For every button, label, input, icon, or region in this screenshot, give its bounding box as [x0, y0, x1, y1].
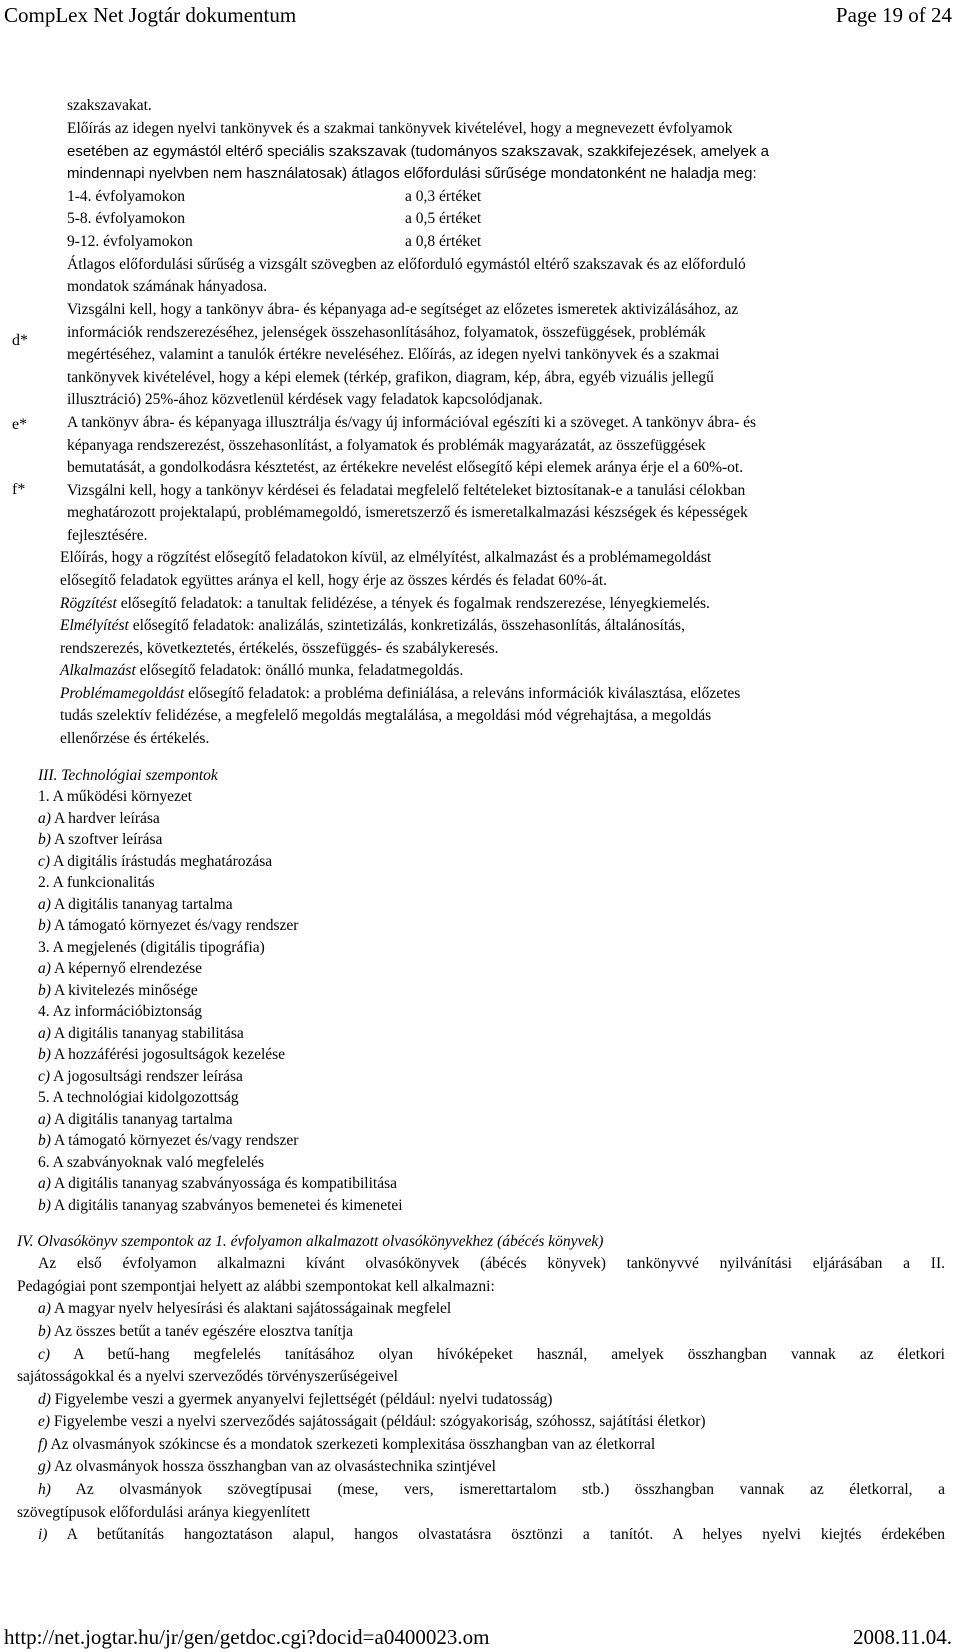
- criteria-item: [17, 1479, 945, 1501]
- list-item: [38, 958, 202, 980]
- list-item: 2. A funkcionalitás: [38, 874, 155, 891]
- item-text: Figyelembe veszi a gyermek anyanyelvi fejlettségét (például: nyelvi tudatosság): [50, 1391, 553, 1408]
- text-line: elősegítő feladatok együttes aránya el kell, hogy érje az összes kérdés és feladat 60%-át.: [60, 572, 608, 589]
- grade-row: [67, 231, 667, 253]
- criteria-item: [38, 1411, 706, 1433]
- page-footer: [0, 1624, 960, 1650]
- item-tag: d): [38, 1391, 51, 1408]
- item-tag: b): [38, 1323, 51, 1340]
- text-line: mindennapi nyelvben nem használatosak) átlagos előfordulási sűrűsége mondatonként ne haladja meg:: [67, 165, 757, 182]
- list-item: [38, 915, 298, 937]
- grade-label: 1-4. évfolyamokon: [67, 188, 185, 205]
- grade-value: a 0,8 értéket: [405, 233, 482, 250]
- item-text: A kivitelezés minősége: [50, 982, 198, 999]
- page-header: [0, 2, 960, 28]
- section-title: IV. Olvasókönyv szempontok az 1. évfolyamon alkalmazott olvasókönyvekhez (ábécés könyvek): [17, 1233, 604, 1250]
- item-tag: g): [38, 1458, 51, 1475]
- item-text: Az olvasmányok hossza összhangban van az olvasástechnika szintjével: [50, 1458, 496, 1475]
- item-text: A magyar nyelv helyesírási és alaktani sajátosságainak megfelel: [50, 1300, 452, 1317]
- list-item: 6. A szabványoknak való megfelelés: [38, 1154, 264, 1171]
- definition-line: [60, 615, 685, 637]
- text-line: mondatok számának hányadosa.: [67, 278, 268, 295]
- item-text: A betűtanítás hangoztatáson alapul, hangos olvastatásra ösztönzi a tanítót. A helyes nyelvi kiejtés érdekében: [47, 1526, 945, 1543]
- definition-line: [60, 660, 463, 682]
- item-text: A digitális tananyag szabványossága és kompatibilitása: [50, 1175, 398, 1192]
- criteria-item: [38, 1456, 496, 1478]
- text-line: A tankönyv ábra- és képanyaga illusztrálja és/vagy új információval egészíti ki a szöveget. A tankönyv ábra- és: [67, 414, 757, 431]
- document-title: CompLex Net Jogtár dokumentum: [4, 3, 297, 27]
- text-line: képanyaga rendszerezést, összehasonlítást, a folyamatok és problémák magyarázatát, az összefüggések: [67, 437, 706, 454]
- item-text: Az összes betűt a tanév egészére elosztva tanítja: [50, 1323, 354, 1340]
- list-item: [38, 1023, 244, 1045]
- item-text: A digitális írástudás meghatározása: [50, 853, 273, 870]
- list-item: [38, 1044, 285, 1066]
- marker-d: d*: [12, 332, 28, 349]
- text-line: ellenőrzése és értékelés.: [60, 730, 210, 747]
- item-tag: b): [38, 1046, 51, 1063]
- list-item: [38, 980, 198, 1002]
- criteria-item: [38, 1321, 353, 1343]
- item-tag: i): [38, 1526, 48, 1543]
- list-item: [38, 1066, 243, 1088]
- grade-value: a 0,3 értéket: [405, 188, 482, 205]
- list-item: [38, 1173, 397, 1195]
- criteria-item: [38, 1434, 655, 1456]
- item-text: A digitális tananyag tartalma: [50, 1111, 233, 1128]
- item-tag: a): [38, 1025, 51, 1042]
- text-line: sajátosságokkal és a nyelvi szerveződés törvényszerűségeivel: [17, 1368, 398, 1385]
- item-tag: a): [38, 1111, 51, 1128]
- item-text: A hardver leírása: [50, 810, 160, 827]
- criteria-item: [17, 1524, 945, 1546]
- definition: elősegítő feladatok: analizálás, szintetizálás, konkretizálás, összehasonlítás, általánosítás,: [128, 617, 685, 634]
- definition-line: [60, 593, 710, 615]
- term: Rögzítést: [60, 595, 117, 612]
- item-text: Az olvasmányok szövegtípusai (mese, vers, ismerettartalom stb.) összhangban vannak az életkorral, a: [50, 1481, 945, 1498]
- item-text: A jogosultsági rendszer leírása: [50, 1068, 243, 1085]
- text-line: tudás szelektív felidézése, a megfelelő megoldás megtalálása, a megoldási mód végrehajtása, a megoldás: [60, 707, 712, 724]
- list-item: 3. A megjelenés (digitális tipográfia): [38, 939, 265, 956]
- item-tag: b): [38, 831, 51, 848]
- text-line: tankönyvek kivételével, hogy a képi elemek (térkép, grafikon, diagram, kép, ábra, egyéb vizuális jellegű: [67, 369, 714, 386]
- item-text: A szoftver leírása: [50, 831, 163, 848]
- item-tag: h): [38, 1481, 51, 1498]
- text-line: információk rendszerezéséhez, jelenségek összehasonlításához, folyamatok, összefüggések, problémák: [67, 324, 706, 341]
- list-item: [38, 1130, 298, 1152]
- item-tag: b): [38, 1197, 51, 1214]
- item-text: Az olvasmányok szókincse és a mondatok szerkezeti komplexitása összhangban van az életkorral: [47, 1436, 656, 1453]
- definition-line: [60, 683, 740, 705]
- item-tag: e): [38, 1413, 51, 1430]
- item-tag: c): [38, 1068, 51, 1085]
- item-text: A képernyő elrendezése: [50, 960, 202, 977]
- definition: elősegítő feladatok: a tanultak felidézése, a tények és fogalmak rendszerezése, lényegkiemelés.: [116, 595, 710, 612]
- item-text: A betű-hang megfelelés tanításához olyan hívóképeket használ, amelyek összhangban vannak az életkori: [50, 1346, 945, 1363]
- term: Elmélyítést: [60, 617, 129, 634]
- text-line: Pedagógiai pont szempontjai helyett az alábbi szempontokat kell alkalmazni:: [17, 1278, 495, 1295]
- page-number: Page 19 of 24: [835, 3, 952, 27]
- text-line: megértéséhez, valamint a tanulók értékre neveléséhez. Előírás, az idegen nyelvi tankönyvek és a szakmai: [67, 346, 720, 363]
- list-item: [38, 894, 233, 916]
- item-tag: b): [38, 917, 51, 934]
- text-line: fejlesztésére.: [67, 527, 148, 544]
- list-item: 1. A működési környezet: [38, 788, 193, 805]
- item-text: A támogató környezet és/vagy rendszer: [50, 1132, 299, 1149]
- item-tag: a): [38, 896, 51, 913]
- definition: elősegítő feladatok: a probléma definiálása, a releváns információk kiválasztása, előzetes: [184, 685, 741, 702]
- print-date: 2008.11.04.: [853, 1625, 952, 1649]
- text-line: Vizsgálni kell, hogy a tankönyv ábra- és képanyaga ad-e segítséget az előzetes ismeretek aktivizálásához, az: [67, 301, 739, 318]
- text-line: Vizsgálni kell, hogy a tankönyv kérdései és feladatai megfelelő feltételeket biztosítanak-e a tanulási célokban: [67, 482, 746, 499]
- item-tag: c): [38, 1346, 51, 1363]
- list-item: [38, 851, 272, 873]
- grade-row: [67, 208, 667, 230]
- grade-value: a 0,5 értéket: [405, 210, 482, 227]
- marker-e: e*: [12, 416, 28, 433]
- definition: elősegítő feladatok: önálló munka, feladatmegoldás.: [135, 662, 464, 679]
- grade-label: 9-12. évfolyamokon: [67, 233, 193, 250]
- item-text: A digitális tananyag szabványos bemenetei és kimenetei: [50, 1197, 403, 1214]
- item-text: Figyelembe veszi a nyelvi szerveződés sajátosságait (például: szógyakoriság, szóhossz, sajátítási életkor): [50, 1413, 706, 1430]
- term: Alkalmazást: [60, 662, 136, 679]
- item-text: A digitális tananyag tartalma: [50, 896, 233, 913]
- term: Problémamegoldást: [60, 685, 185, 702]
- list-item: [38, 829, 162, 851]
- text-line: szakszavakat.: [67, 97, 152, 114]
- grade-row: [67, 186, 667, 208]
- item-tag: a): [38, 810, 51, 827]
- text-line: bemutatását, a gondolkodásra késztetést, az értékekre nevelést elősegítő képi elemek aránya érje el a 60%-ot.: [67, 459, 744, 476]
- item-tag: f): [38, 1436, 48, 1453]
- text-line: Előírás az idegen nyelvi tankönyvek és a szakmai tankönyvek kivételével, hogy a megnevezett évfolyamok: [67, 120, 733, 137]
- text-line: illusztráció) 25%-ához közvetlenül kérdések vagy feladatok kapcsolódjanak.: [67, 391, 543, 408]
- text-line: Előírás, hogy a rögzítést elősegítő feladatokon kívül, az elmélyítést, alkalmazást és a problémamegoldást: [60, 549, 712, 566]
- item-tag: a): [38, 1175, 51, 1192]
- text-line: rendszerezés, következtetés, értékelés, összefüggés- és szabálykeresés.: [60, 640, 499, 657]
- text-line: szövegtípusok előfordulási aránya kiegyenlített: [17, 1504, 311, 1521]
- list-item: 5. A technológiai kidolgozottság: [38, 1089, 239, 1106]
- text-line: meghatározott projektalapú, problémamegoldó, ismeretszerző és ismeretalkalmazási készségek és képességek: [67, 504, 748, 521]
- item-tag: c): [38, 853, 51, 870]
- marker-f: f*: [12, 481, 26, 498]
- text-line: esetében az egymástól eltérő speciális szakszavak (tudományos szakszavak, szakkifejezések, amelyek a: [67, 143, 769, 160]
- item-tag: a): [38, 960, 51, 977]
- criteria-item: [38, 1389, 552, 1411]
- text-line: Az első évfolyamon alkalmazni kívánt olvasókönyvek (ábécés könyvek) tankönyvvé nyilvánítási eljárásában a II.: [38, 1255, 945, 1272]
- list-item: 4. Az információbiztonság: [38, 1003, 202, 1020]
- item-tag: b): [38, 1132, 51, 1149]
- text-line: Átlagos előfordulási sűrűség a vizsgált szövegben az előforduló egymástól eltérő szakszavak és az előforduló: [67, 256, 746, 273]
- criteria-item: [17, 1344, 945, 1366]
- grade-label: 5-8. évfolyamokon: [67, 210, 185, 227]
- document-url[interactable]: http://net.jogtar.hu/jr/gen/getdoc.cgi?docid=a0400023.om: [4, 1625, 490, 1649]
- item-text: A digitális tananyag stabilitása: [50, 1025, 244, 1042]
- list-item: [38, 1195, 403, 1217]
- criteria-item: [38, 1298, 451, 1320]
- item-text: A hozzáférési jogosultságok kezelése: [50, 1046, 286, 1063]
- item-tag: a): [38, 1300, 51, 1317]
- item-tag: b): [38, 982, 51, 999]
- list-item: [38, 1109, 233, 1131]
- item-text: A támogató környezet és/vagy rendszer: [50, 917, 299, 934]
- list-item: [38, 808, 160, 830]
- section-title: III. Technológiai szempontok: [38, 767, 218, 784]
